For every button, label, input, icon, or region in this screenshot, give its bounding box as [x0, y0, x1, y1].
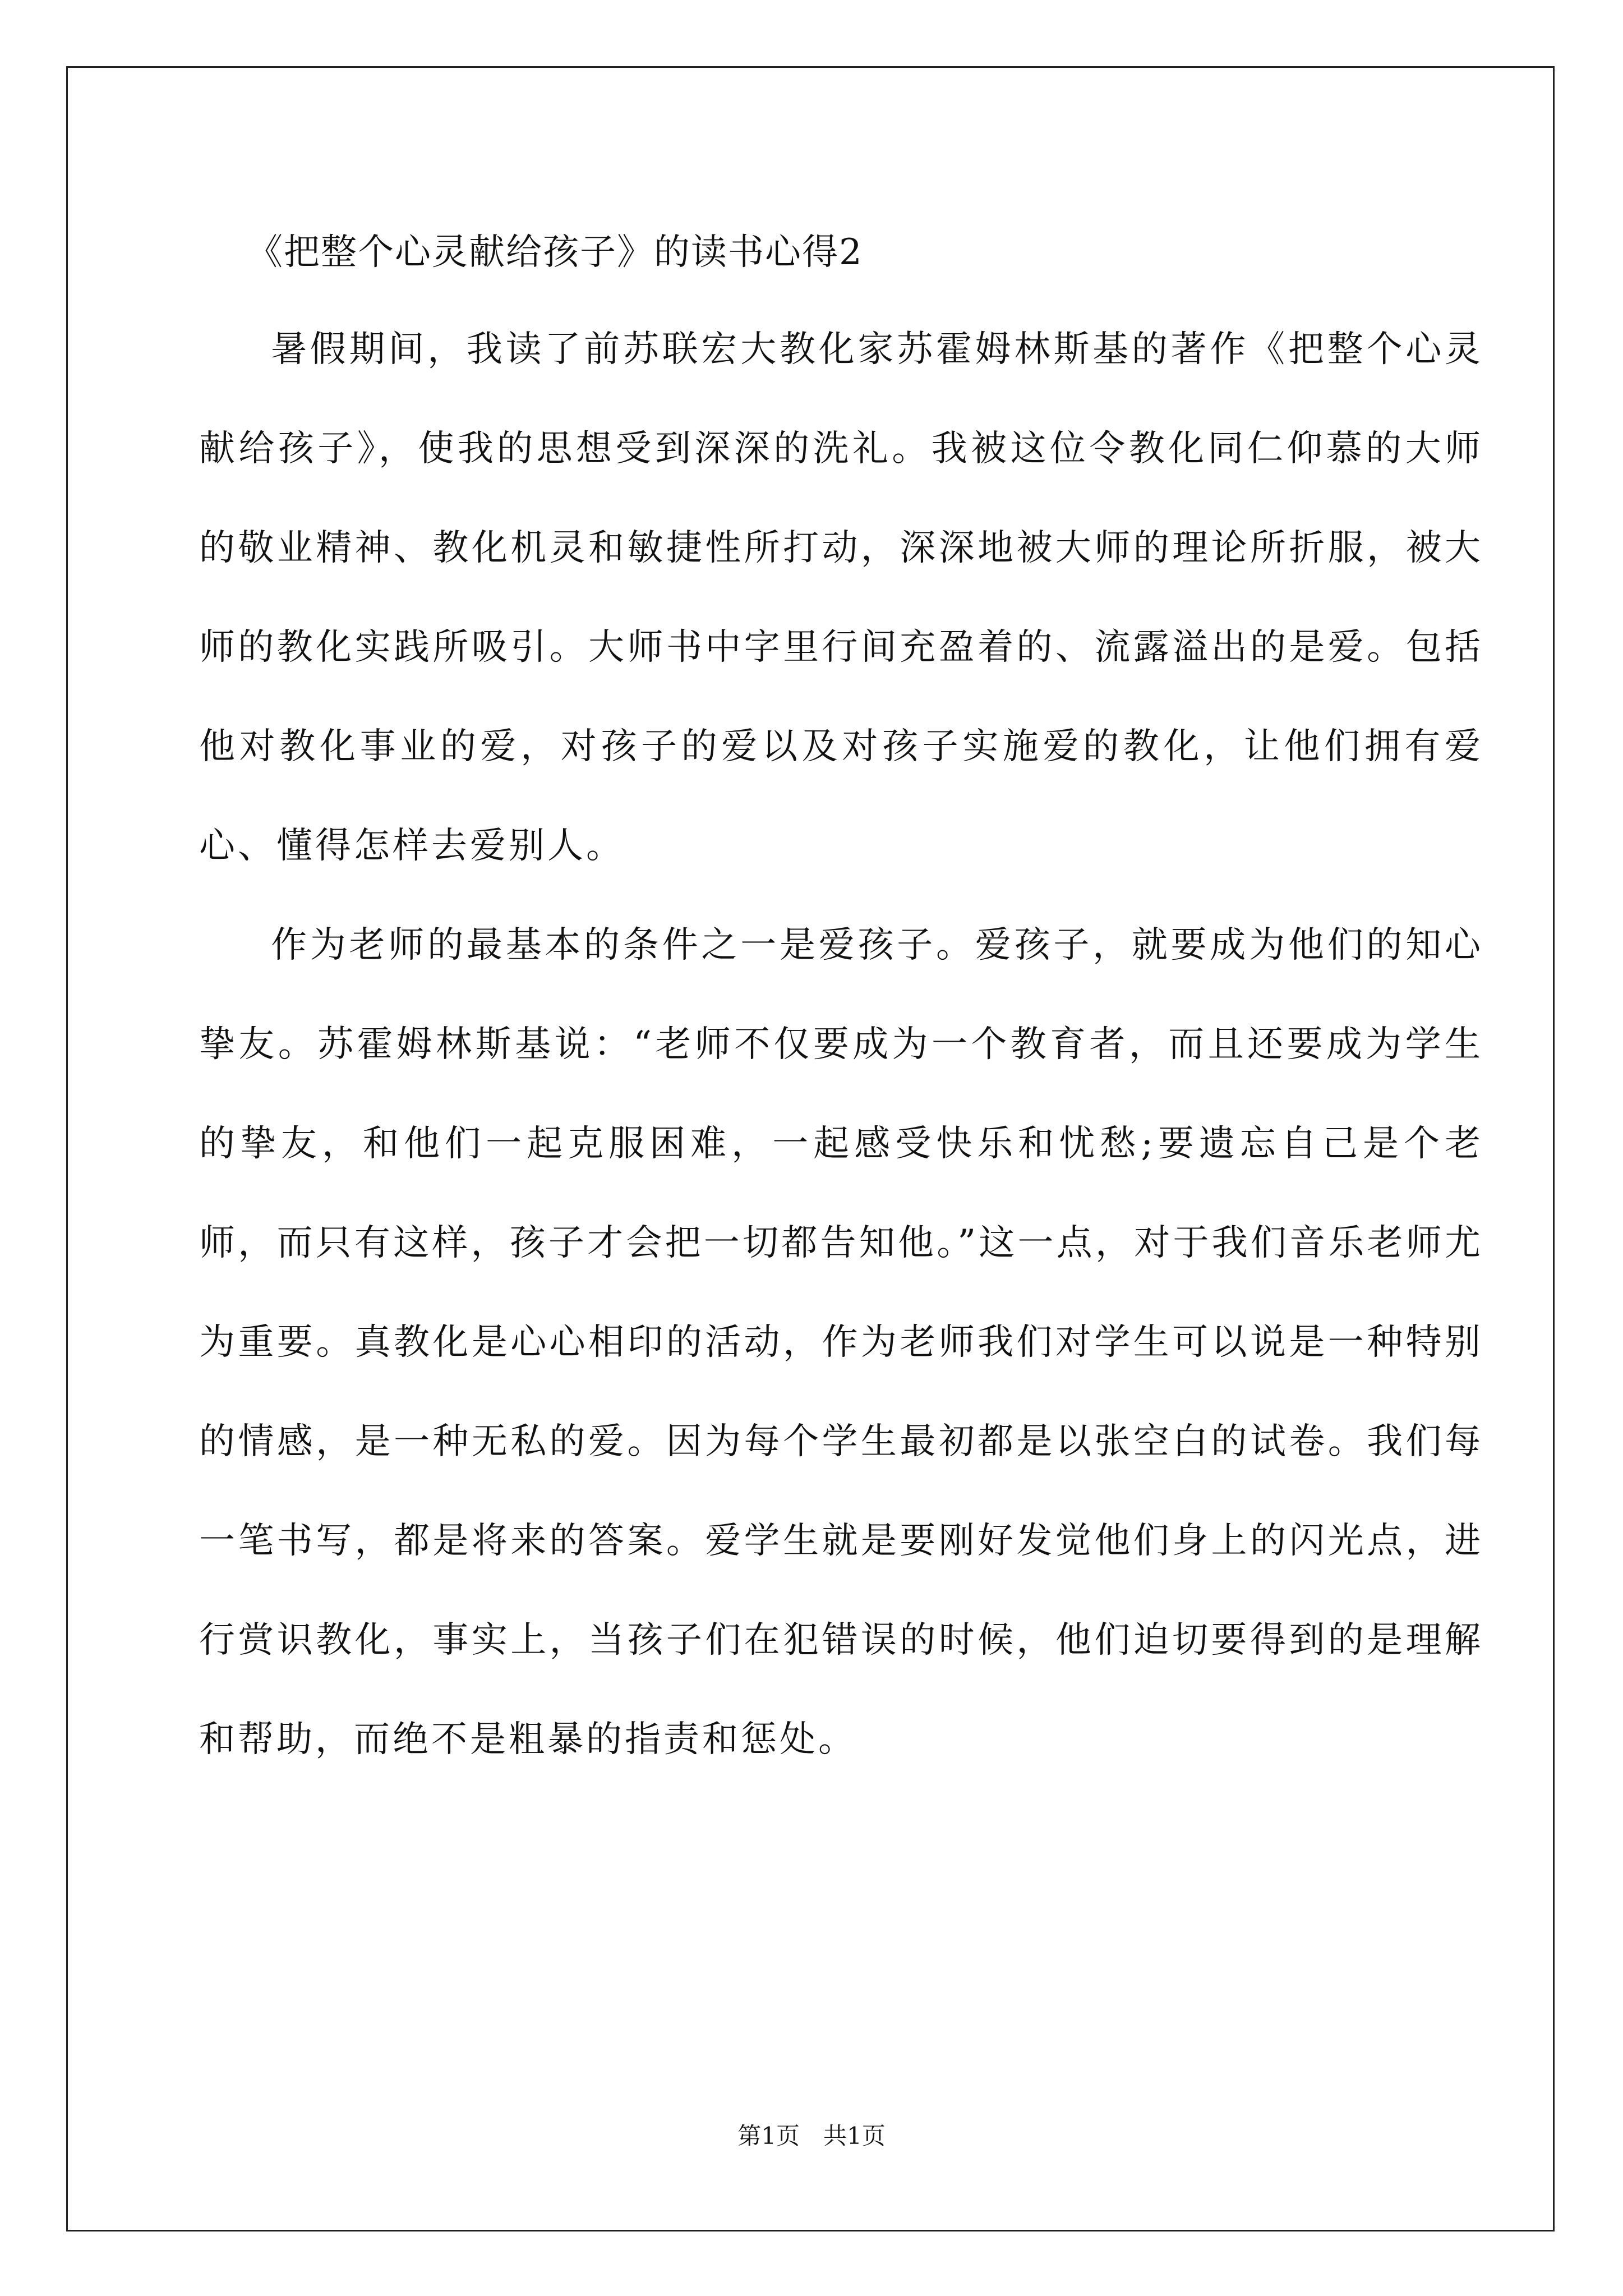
paragraph-1: 暑假期间，我读了前苏联宏大教化家苏霍姆林斯基的著作《把整个心灵献给孩子》，使我的思想受到深深的洗礼。我被这位令教化同仁仰慕的大师的敬业精神、教化机灵和敏捷性所打动，深深地被大师的理论所折服，被大师的教化实践所吸引。大师书中字里行间充盈着的、流露溢出的是爱。包括他对教化事业的爱，对孩子的爱以及对孩子实施爱的教化，让他们拥有爱心、懂得怎样去爱别人。: [199, 329, 1483, 867]
document-body: [199, 300, 1483, 1789]
page-footer: 第1页 共1页: [737, 2122, 886, 2150]
paragraph-2: 作为老师的最基本的条件之一是爱孩子。爱孩子，就要成为他们的知心挚友。苏霍姆林斯基说：“老师不仅要成为一个教育者，而且还要成为学生的挚友，和他们一起克服困难，一起感受快乐和忧愁;要遗忘自己是个老师，而只有这样，孩子才会把一切都告知他。”这一点，对于我们音乐老师尤为重要。真教化是心心相印的活动，作为老师我们对学生可以说是一种特别的情感，是一种无私的爱。因为每个学生最初都是以张空白的试卷。我们每一笔书写，都是将来的答案。爱学生就是要刚好发觉他们身上的闪光点，进行赏识教化，事实上，当孩子们在犯错误的时候，他们迫切要得到的是理解和帮助，而绝不是粗暴的指责和惩处。: [199, 924, 1483, 1760]
document-title: 《把整个心灵献给孩子》的读书心得2: [247, 232, 863, 273]
